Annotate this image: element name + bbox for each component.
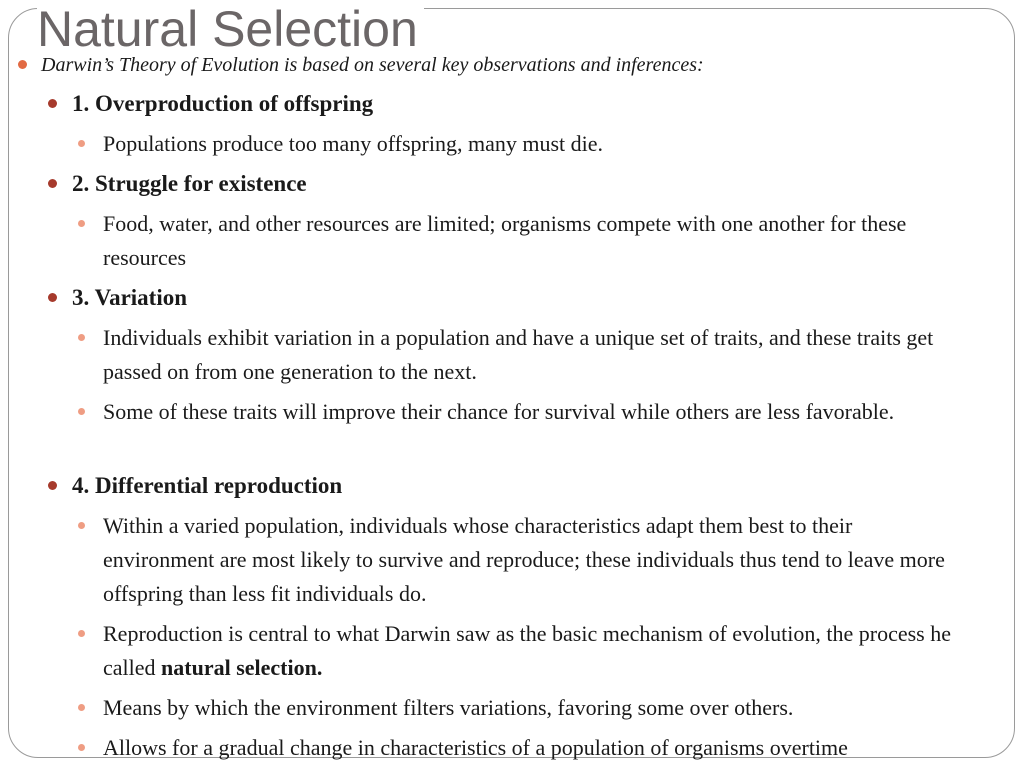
point-variation-detail-2: Some of these traits will improve their chance for survival while others are less favorable. xyxy=(78,395,938,429)
sub-bullet-icon xyxy=(78,630,85,637)
point-reproduction-detail-1: Within a varied population, individuals whose characteristics adapt them best to their environment are most likely to survive and reproduce; these individuals thus tend to leave more offspring than less fit individuals do. xyxy=(78,509,958,611)
bullet-icon xyxy=(48,293,57,302)
bullet-icon xyxy=(48,481,57,490)
point-struggle-detail: Food, water, and other resources are limited; organisms compete with one another for these resources xyxy=(78,207,958,275)
sub-bullet-icon xyxy=(78,220,85,227)
point-reproduction-detail-4: Allows for a gradual change in characteristics of a population of organisms overtime xyxy=(78,731,978,765)
sub-bullet-icon xyxy=(78,744,85,751)
sub-bullet-icon xyxy=(78,522,85,529)
sub-bullet-icon xyxy=(78,408,85,415)
natural-selection-term: natural selection. xyxy=(161,655,323,680)
sub-bullet-icon xyxy=(78,140,85,147)
slide-title: Natural Selection xyxy=(37,0,424,58)
sub-bullet-icon xyxy=(78,704,85,711)
point-variation-detail-1: Individuals exhibit variation in a population and have a unique set of traits, and these traits get passed on from one generation to the next. xyxy=(78,321,978,389)
point-reproduction-detail-2 xyxy=(78,617,958,685)
point-reproduction-detail-3: Means by which the environment filters variations, favoring some over others. xyxy=(78,691,978,725)
slide-content: 1. Overproduction of offspring Populations produce too many offspring, many must die. 2. Struggle for existence Food, water, and other resources are limited; organisms compete with one another for these resources 3. Variation Individuals exhibit variation in a population and have a unique set of traits, and these traits get passed on from one generation to the next. Some of these traits will improve their chance for survival while others are less favorable. 4. Differential reproduction Within a varied population, individuals whose characteristics adapt them best to their environment are most likely to survive and reproduce; these individuals thus tend to leave more offspring than less fit individuals do. Reproduction is central to what Darwin saw as the basic mechanism of evolution, the process he called natural selection. Means by which the environment filters variations, favoring some over others. Allows for a gradual change in characteristics of a population of organisms overtime xyxy=(0,0,1024,768)
intro-text: Darwin’s Theory of Evolution is based on several key observations and inferences: xyxy=(41,54,704,76)
sub-bullet-icon xyxy=(78,334,85,341)
point-overproduction-detail: Populations produce too many offspring, many must die. xyxy=(78,127,978,161)
bullet-icon xyxy=(48,99,57,108)
reproduction-text: Reproduction is central to what Darwin saw as the basic mechanism of evolution, the process he called xyxy=(103,621,951,680)
bullet-icon xyxy=(48,179,57,188)
